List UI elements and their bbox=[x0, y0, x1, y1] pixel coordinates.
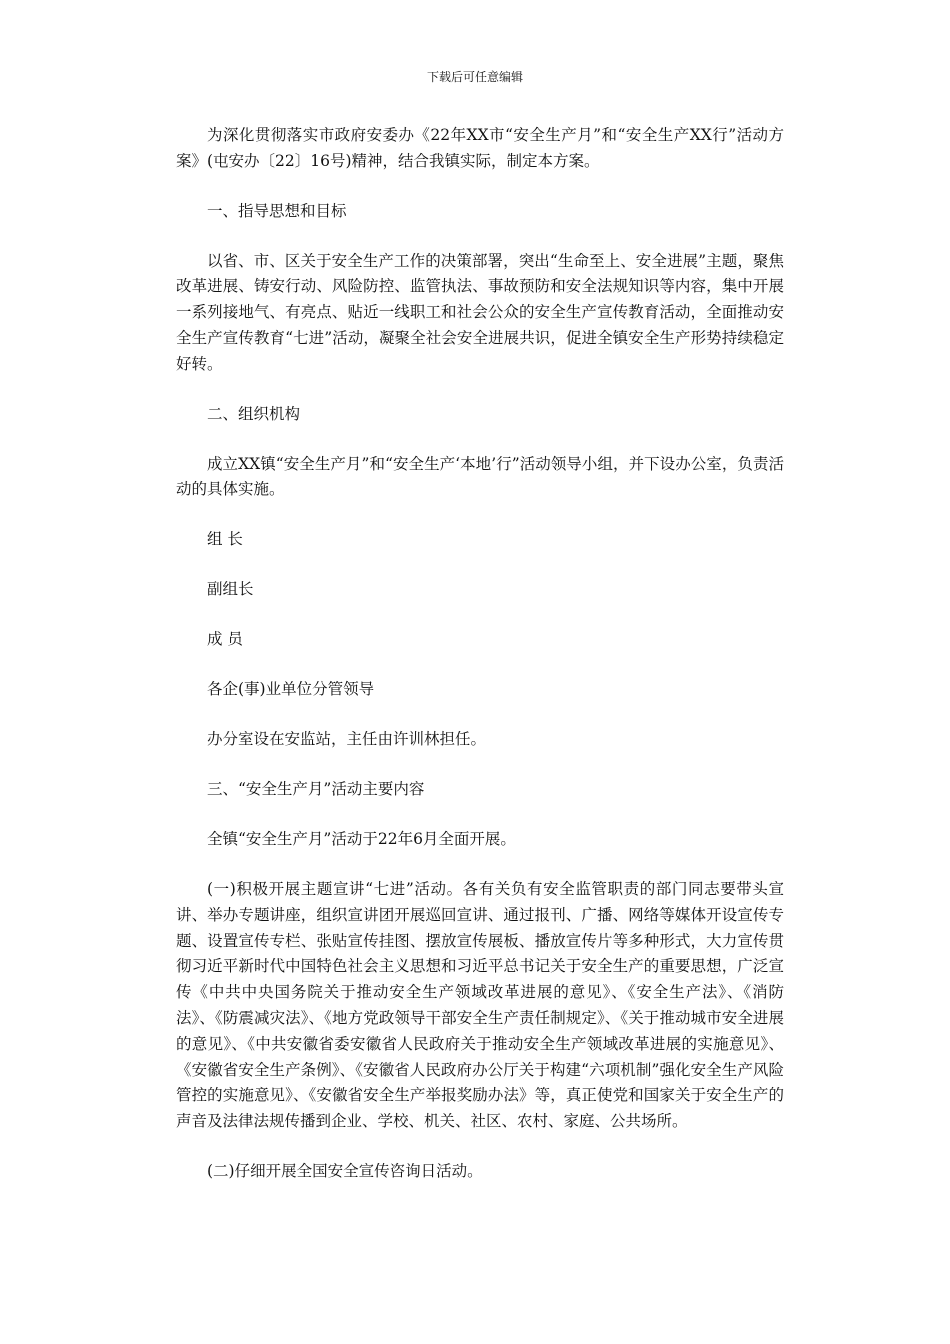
section-heading-2: 二、组织机构 bbox=[207, 404, 301, 423]
guiding-paragraph: 以省、市、区关于安全生产工作的决策部署，突出“生命至上、安全进展”主题，聚焦改革进展、铸安行动、风险防控、监管执法、事故预防和安全法规知识等内容，集中开展一系列接地气、有亮点、贴近一线职工和社会公众的安全生产宣传教育活动，全面推动安全生产宣传教育“七进”活动，凝聚全社会安全进展共识，促进全镇安全生产形势持续稳定好转。 bbox=[176, 251, 784, 373]
activity-2-paragraph: (二)仔细开展全国安全宣传咨询日活动。 bbox=[207, 1162, 483, 1180]
start-date-line: 全镇“安全生产月”活动于22年6月全面开展。 bbox=[207, 830, 516, 849]
organization-paragraph: 成立XX镇“安全生产月”和“安全生产‘本地’行”活动领导小组，并下设办公室，负责活动的具体实施。 bbox=[176, 454, 784, 499]
page-header: 下载后可任意编辑 bbox=[426, 70, 523, 84]
unit-leaders-line: 各企(事)业单位分管领导 bbox=[207, 680, 375, 699]
deputy-leader-line: 副组长 bbox=[207, 580, 254, 599]
section-heading-1: 一、指导思想和目标 bbox=[207, 201, 347, 220]
intro-paragraph: 为深化贯彻落实市政府安委办《22年XX市“安全生产月”和“安全生产XX行”活动方案》(屯安办〔22〕16号)精神，结合我镇实际，制定本方案。 bbox=[176, 126, 784, 170]
section-heading-3: 三、“安全生产月”活动主要内容 bbox=[207, 780, 425, 799]
group-leader-line: 组 长 bbox=[207, 530, 243, 549]
office-line: 办分室设在安监站，主任由许训林担任。 bbox=[207, 730, 487, 749]
activity-1-paragraph: (一)积极开展主题宣讲“七进”活动。各有关负有安全监管职责的部门同志要带头宣讲、举办专题讲座，组织宣讲团开展巡回宣讲、通过报刊、广播、网络等媒体开设宣传专题、设置宣传专栏、张贴宣传挂图、摆放宣传展板、播放宣传片等多种形式，大力宣传贯彻习近平新时代中国特色社会主义思想和习近平总书记关于安全生产的重要思想，广泛宣传《中共中央国务院关于推动安全生产领域改革进展的意见》、《安全生产法》、《消防法》、《防震减灾法》、《地方党政领导干部安全生产责任制规定》、《关于推动城市安全进展的意见》、《中共安徽省委安徽省人民政府关于推动安全生产领域改革进展的实施意见》、《安徽省安全生产条例》、《安徽省人民政府办公厅关于构建“六项机制”强化安全生产风险管控的实施意见》、《安徽省安全生产举报奖励办法》等，真正使党和国家关于安全生产的声音及法律法规传播到企业、学校、机关、社区、农村、家庭、公共场所。 bbox=[176, 880, 784, 1131]
members-line: 成 员 bbox=[207, 630, 243, 649]
document-body bbox=[176, 123, 784, 1209]
